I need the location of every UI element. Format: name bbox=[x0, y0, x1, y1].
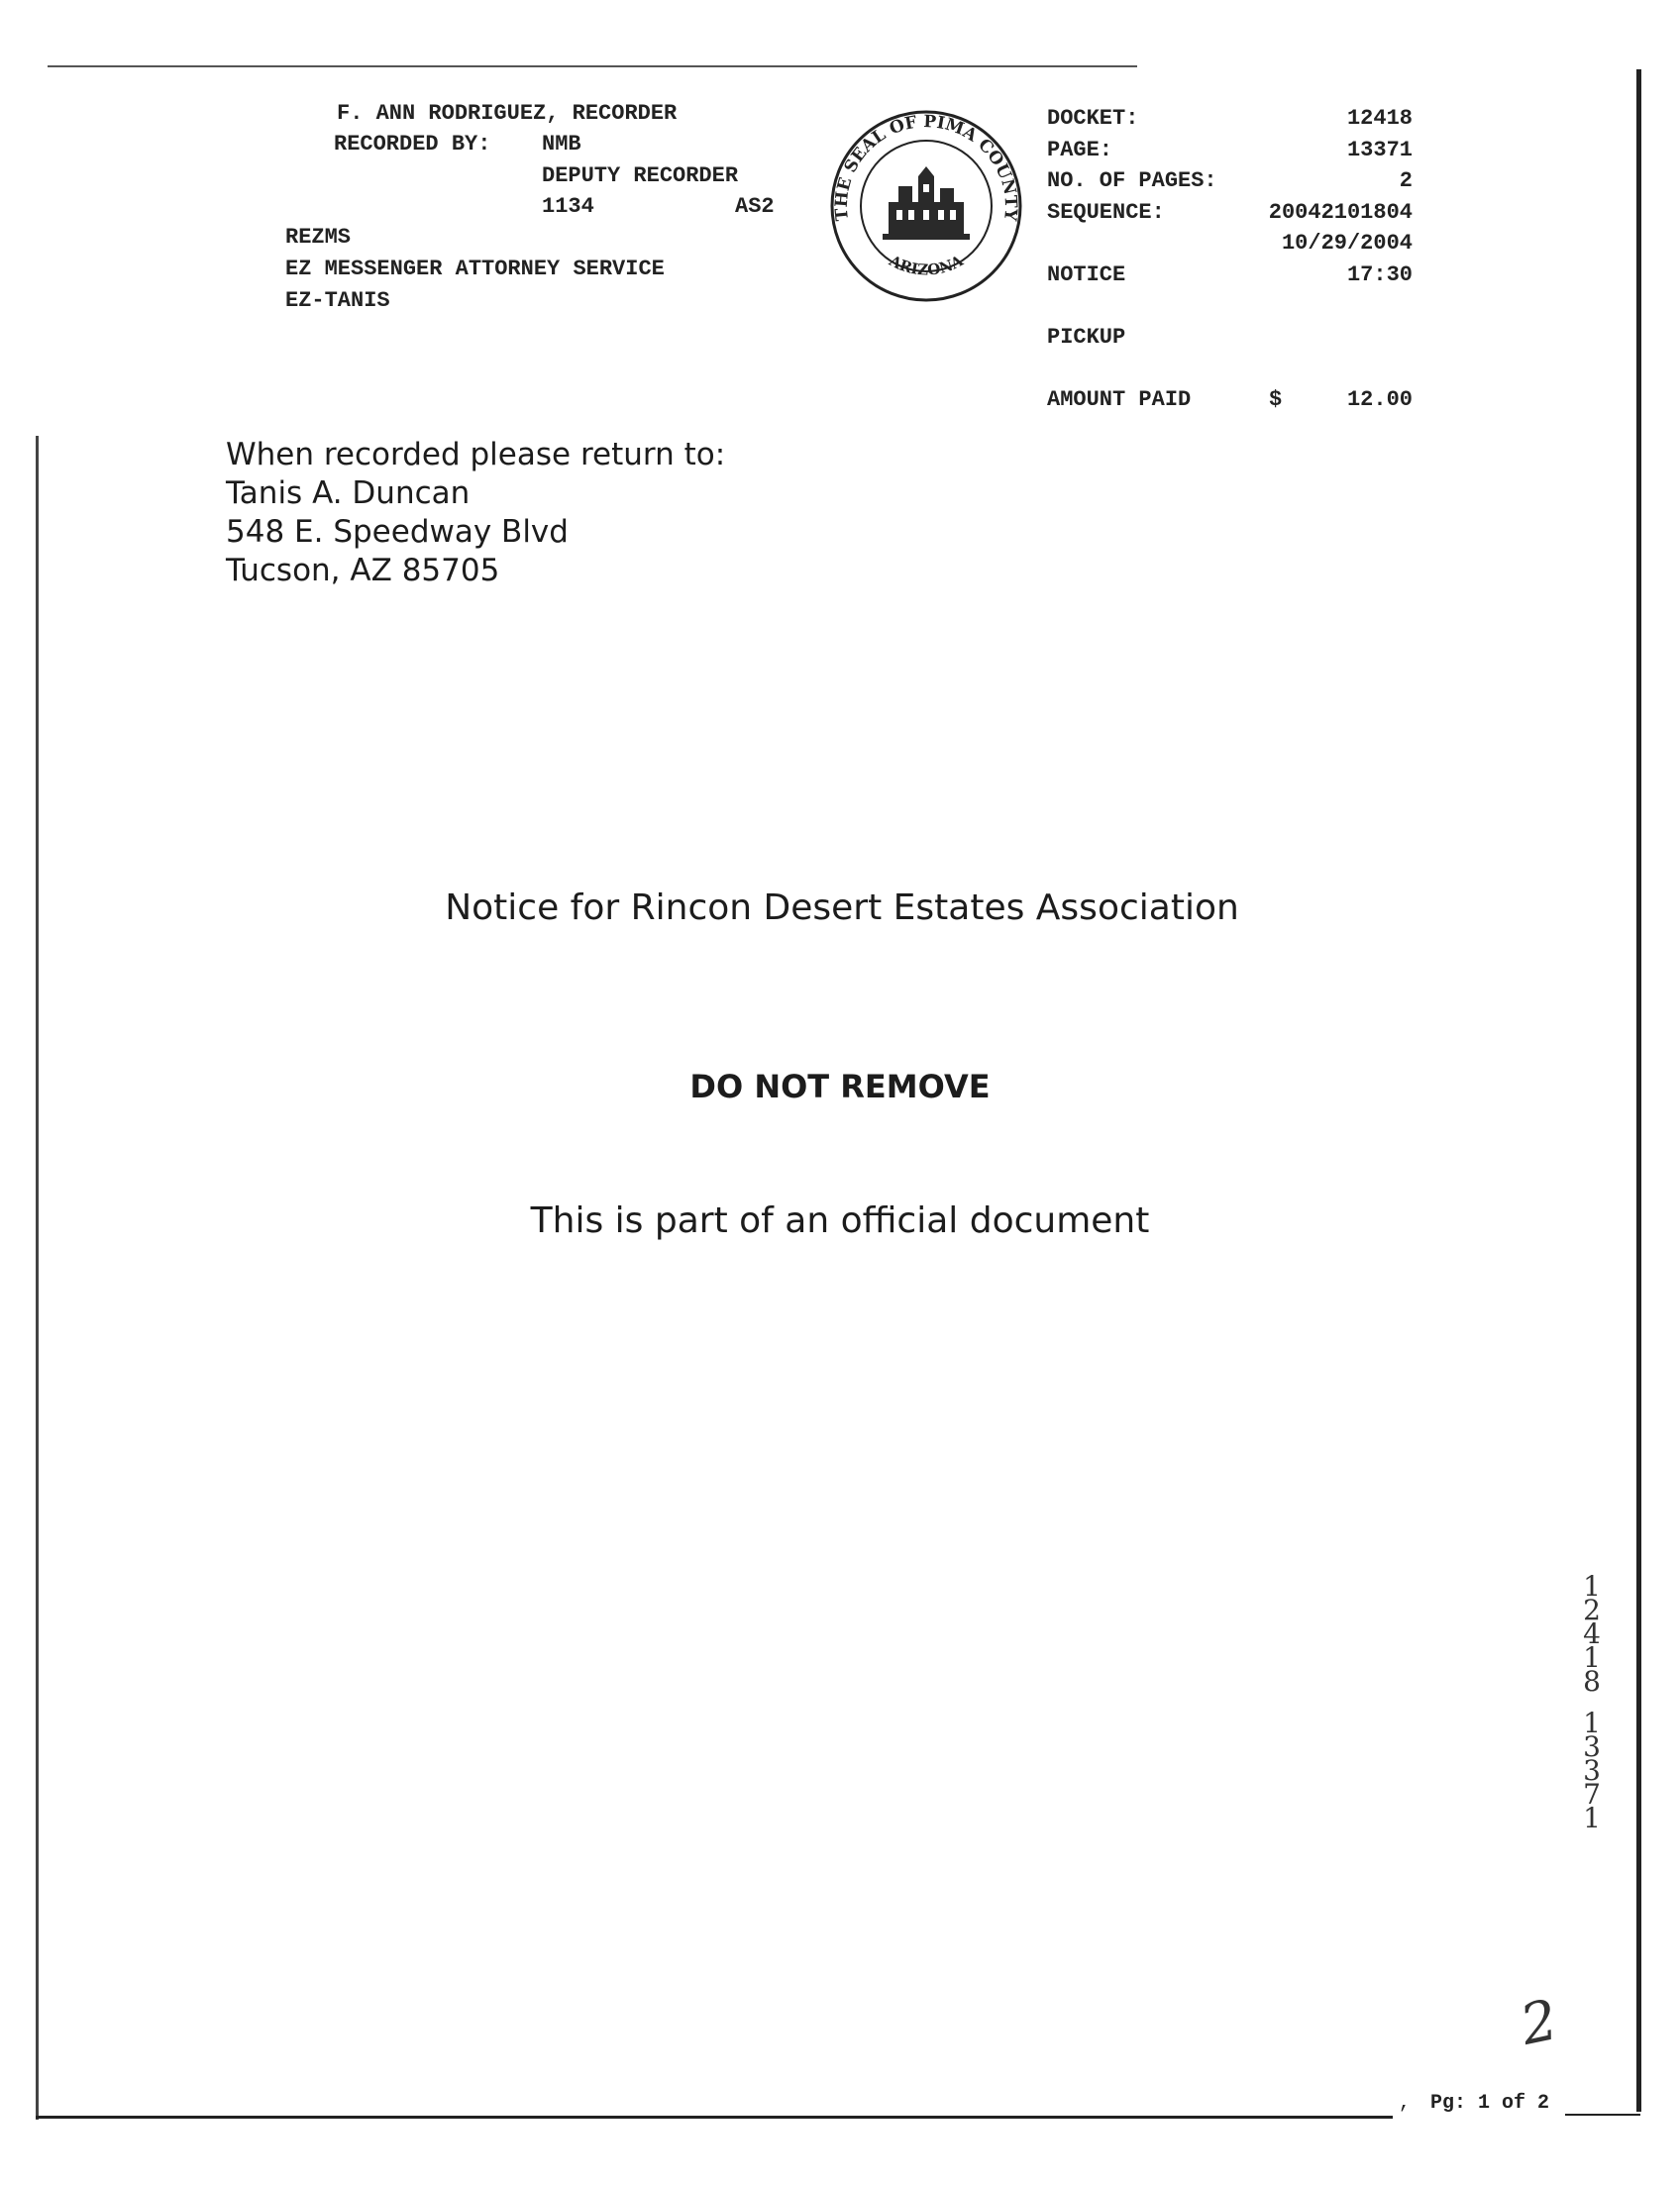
return-address-line-4: Tucson, AZ 85705 bbox=[226, 553, 500, 588]
return-address-line-1: When recorded please return to: bbox=[226, 437, 726, 472]
docket-value: 12418 bbox=[1346, 106, 1413, 131]
recorded-by-value: NMB bbox=[542, 132, 581, 156]
tanis-line: EZ-TANIS bbox=[285, 288, 390, 313]
rezms-line: REZMS bbox=[285, 225, 352, 250]
return-address-line-2: Tanis A. Duncan bbox=[226, 475, 471, 511]
stamp-digit: 1 bbox=[1583, 1641, 1601, 1674]
seal-graphic bbox=[827, 107, 1025, 305]
recorded-date: 10/29/2004 bbox=[1281, 231, 1413, 256]
handwritten-page-number: 2 bbox=[1515, 1988, 1564, 2058]
notice-title: Notice for Rincon Desert Estates Association bbox=[445, 887, 1239, 928]
stamp-digit: 3 bbox=[1583, 1754, 1601, 1787]
footer-comma: , bbox=[1399, 2092, 1412, 2115]
deputy-recorder: DEPUTY RECORDER bbox=[542, 163, 739, 188]
recorded-time: 17:30 bbox=[1346, 262, 1413, 287]
return-address bbox=[226, 436, 725, 590]
footer-underline bbox=[1565, 2114, 1640, 2116]
pickup-label: PICKUP bbox=[1047, 325, 1126, 350]
sequence-value: 20042101804 bbox=[1268, 200, 1413, 225]
amount-paid-value: 12.00 bbox=[1346, 387, 1413, 412]
page-label: PAGE: bbox=[1047, 138, 1113, 162]
seal-bottom-text: ARIZONA bbox=[886, 252, 967, 279]
amount-paid-label: AMOUNT PAID bbox=[1047, 387, 1192, 412]
return-address-line-3: 548 E. Speedway Blvd bbox=[226, 514, 569, 550]
docket-label: DOCKET: bbox=[1047, 106, 1139, 131]
bottom-rule bbox=[36, 2116, 1393, 2119]
service-line: EZ MESSENGER ATTORNEY SERVICE bbox=[285, 257, 665, 281]
stamp-digit: 1 bbox=[1583, 1570, 1601, 1603]
recorder-name: F. ANN RODRIGUEZ, RECORDER bbox=[337, 101, 678, 126]
stamp-digit: 3 bbox=[1583, 1730, 1601, 1763]
recorder-code-2: AS2 bbox=[735, 194, 775, 219]
amount-currency: $ bbox=[1269, 387, 1283, 412]
vertical-recording-stamp bbox=[1577, 1570, 1607, 1834]
do-not-remove-heading: DO NOT REMOVE bbox=[689, 1068, 991, 1105]
pages-label: NO. OF PAGES: bbox=[1047, 168, 1217, 193]
stamp-digit: 2 bbox=[1583, 1594, 1601, 1626]
top-rule bbox=[48, 65, 1137, 67]
stamp-digit: 8 bbox=[1583, 1665, 1601, 1698]
stamp-digit: 1 bbox=[1583, 1802, 1601, 1834]
recorder-code-1: 1134 bbox=[542, 194, 594, 219]
official-document-note: This is part of an official document bbox=[530, 1200, 1150, 1241]
notice-label: NOTICE bbox=[1047, 262, 1126, 287]
recorded-by-label: RECORDED BY: bbox=[334, 132, 491, 156]
stamp-digit: 1 bbox=[1583, 1707, 1601, 1739]
seal-top-text: THE SEAL OF PIMA COUNTY bbox=[831, 112, 1021, 222]
county-seal bbox=[827, 107, 1025, 305]
page-value: 13371 bbox=[1346, 138, 1413, 162]
stamp-digit: 4 bbox=[1583, 1617, 1601, 1650]
svg-text:ARIZONA bbox=[886, 252, 967, 279]
footer-page-indicator: Pg: 1 of 2 bbox=[1430, 2092, 1550, 2115]
left-border bbox=[36, 436, 39, 2120]
sequence-label: SEQUENCE: bbox=[1047, 200, 1165, 225]
pages-value: 2 bbox=[1399, 168, 1413, 193]
stamp-digit: 7 bbox=[1583, 1778, 1601, 1811]
